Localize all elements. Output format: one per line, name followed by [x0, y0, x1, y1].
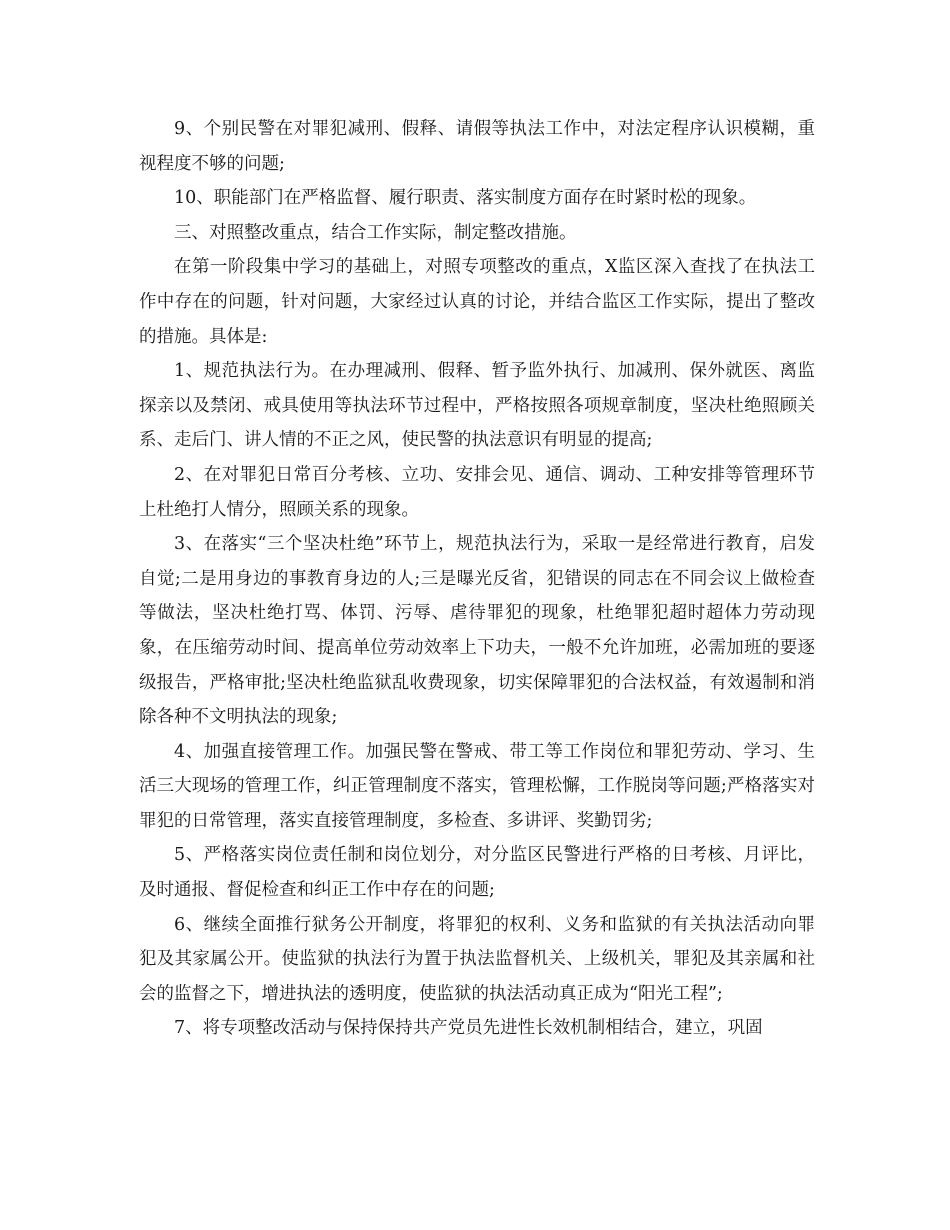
measure-item-4: 4、加强直接管理工作。加强民警在警戒、带工等工作岗位和罪犯劳动、学习、生活三大现场的管理工作，纠正管理制度不落实，管理松懈，工作脱岗等问题;严格落实对罪犯的日常管理，落实直接管理制度，多检查、多讲评、奖勤罚劣; [139, 741, 815, 831]
intro-paragraph: 在第一阶段集中学习的基础上，对照专项整改的重点，X监区深入查找了在执法工作中存在的问题，针对问题，大家经过认真的讨论，并结合监区工作实际，提出了整改的措施。具体是: [139, 257, 815, 347]
measure-item-6: 6、继续全面推行狱务公开制度，将罪犯的权利、义务和监狱的有关执法活动向罪犯及其家属公开。使监狱的执法行为置于执法监督机关、上级机关，罪犯及其亲属和社会的监督之下，增进执法的透明度，使监狱的执法活动真正成为“阳光工程”; [139, 914, 815, 1004]
measure-item-1: 1、规范执法行为。在办理减刑、假释、暂予监外执行、加减刑、保外就医、离监探亲以及禁闭、戒具使用等执法环节过程中，严格按照各项规章制度，坚决杜绝照顾关系、走后门、讲人情的不正之风，使民警的执法意识有明显的提高; [139, 361, 815, 451]
measure-item-3: 3、在落实“三个坚决杜绝”环节上，规范执法行为，采取一是经常进行教育，启发自觉;二是用身边的事教育身边的人;三是曝光反省，犯错误的同志在不同会议上做检查等做法，坚决杜绝打骂、体罚、污辱、虐待罪犯的现象，杜绝罪犯超时超体力劳动现象，在压缩劳动时间、提高单位劳动效率上下功夫，一般不允许加班，必需加班的要逐级报告，严格审批;坚决杜绝监狱乱收费现象，切实保障罪犯的合法权益，有效遏制和消除各种不文明执法的现象; [139, 534, 815, 728]
document-body [139, 112, 815, 1046]
measure-item-5: 5、严格落实岗位责任制和岗位划分，对分监区民警进行严格的日考核、月评比，及时通报、督促检查和纠正工作中存在的问题; [139, 845, 815, 901]
measure-item-2: 2、在对罪犯日常百分考核、立功、安排会见、通信、调动、工种安排等管理环节上杜绝打人情分，照顾关系的现象。 [139, 464, 815, 520]
paragraph-item-9: 9、个别民警在对罪犯减刑、假释、请假等执法工作中，对法定程序认识模糊，重视程度不够的问题; [139, 119, 815, 174]
measure-item-7: 7、将专项整改活动与保持保持共产党员先进性长效机制相结合，建立，巩固 [174, 1018, 763, 1039]
section-heading-3: 三、对照整改重点，结合工作实际，制定整改措施。 [174, 222, 577, 243]
paragraph-item-10: 10、职能部门在严格监督、履行职责、落实制度方面存在时紧时松的现象。 [174, 188, 757, 209]
